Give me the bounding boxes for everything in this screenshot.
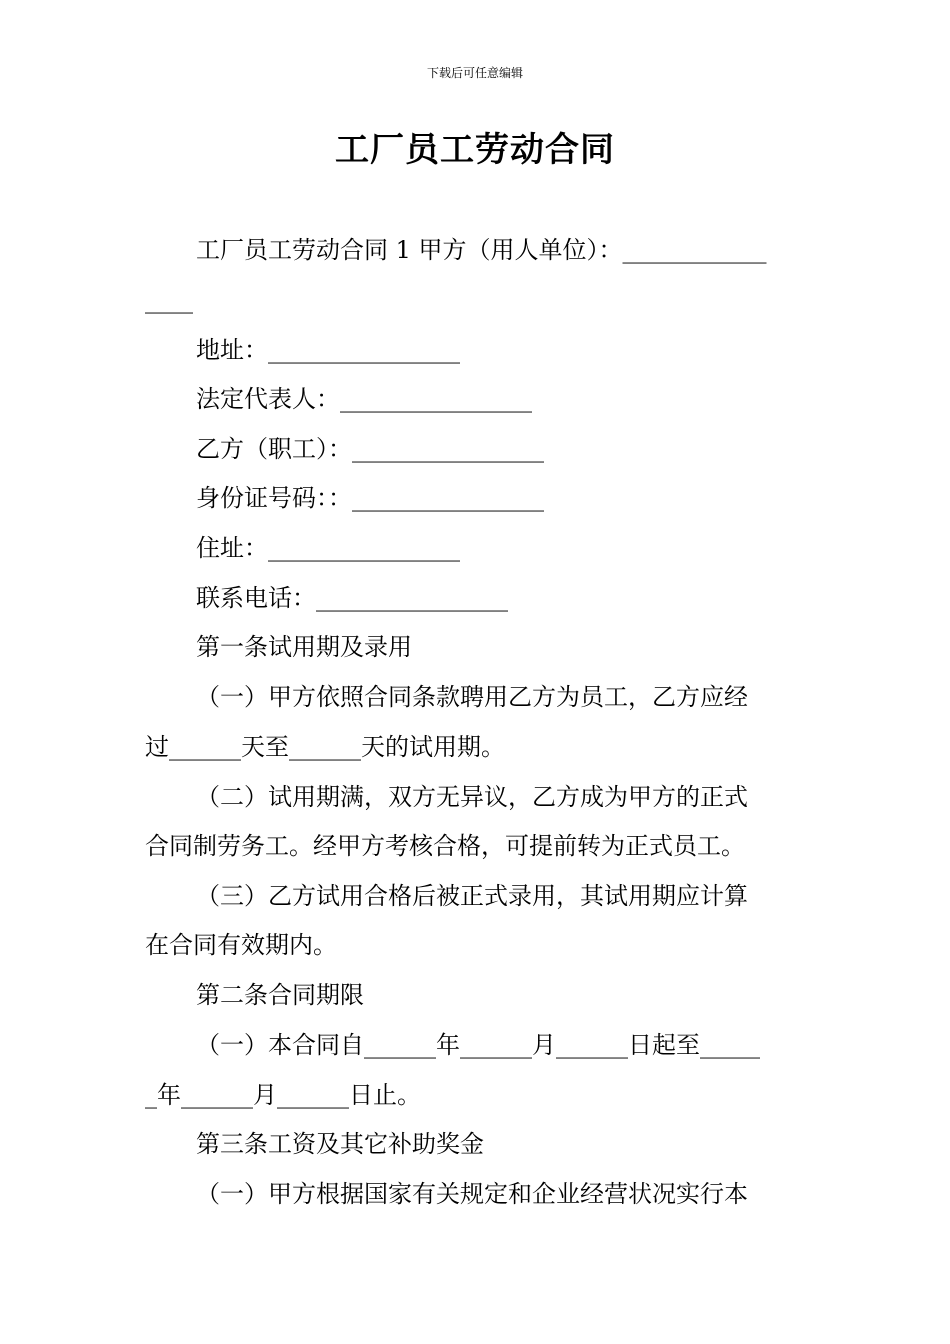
article-2-heading: 第二条合同期限 <box>196 981 364 1009</box>
article-3-heading: 第三条工资及其它补助奖金 <box>196 1130 484 1158</box>
phone-line: 联系电话：________________ <box>196 584 508 612</box>
party-a-line-cont: ____ <box>145 286 193 314</box>
article-2-clause-1: （一）本合同自______年______月______日起至_____ <box>196 1031 760 1059</box>
party-a-line: 工厂员工劳动合同 1 甲方（用人单位）：____________ <box>196 236 767 264</box>
id-number-line: 身份证号码：：________________ <box>196 484 544 512</box>
article-2-clause-1-cont: _年______月______日止。 <box>145 1081 421 1109</box>
article-1-heading: 第一条试用期及录用 <box>196 633 412 661</box>
legal-rep-line: 法定代表人：________________ <box>196 385 532 413</box>
article-1-clause-3: （三）乙方试用合格后被正式录用，其试用期应计算 <box>196 882 748 910</box>
article-3-clause-1: （一）甲方根据国家有关规定和企业经营状况实行本 <box>196 1180 748 1208</box>
residence-line: 住址：________________ <box>196 534 460 562</box>
document-title: 工厂员工劳动合同 <box>335 130 615 170</box>
header-note: 下载后可任意编辑 <box>426 66 523 80</box>
address-line: 地址：________________ <box>196 336 460 364</box>
article-1-clause-2: （二）试用期满，双方无异议，乙方成为甲方的正式 <box>196 783 748 811</box>
article-1-clause-2-cont: 合同制劳务工。经甲方考核合格，可提前转为正式员工。 <box>145 832 745 860</box>
article-1-clause-1-cont: 过______天至______天的试用期。 <box>145 733 505 761</box>
article-1-clause-1: （一）甲方依照合同条款聘用乙方为员工，乙方应经 <box>196 683 748 711</box>
article-1-clause-3-cont: 在合同有效期内。 <box>145 931 337 959</box>
party-b-line: 乙方（职工）：________________ <box>196 435 544 463</box>
